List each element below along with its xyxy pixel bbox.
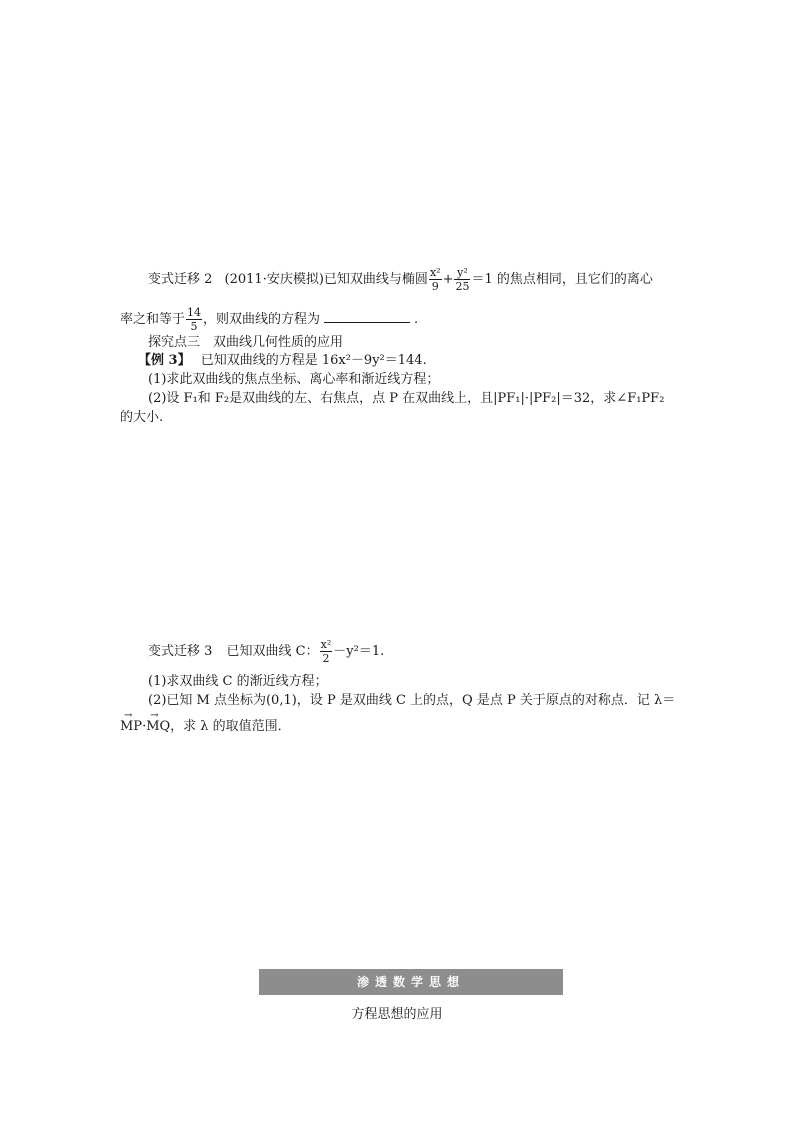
variant2-eq1: ＝1 的焦点相同，且它们的离心 [471,272,653,287]
example3-line [138,352,427,370]
vector-mq: → MQ [146,718,170,736]
answer-blank [324,310,410,323]
variant3-eq: －y²＝1. [333,644,385,659]
vector-mp: → MP [120,718,142,736]
variant2-period: . [414,312,419,327]
fraction-x2-over-9: $\frac{\text{x²}}{9}$ [429,266,441,293]
variant3-line1 [148,638,384,665]
fraction-x2-over-2: $\frac{\text{x²}}{2}$ [320,638,332,665]
variant2-line1 [148,266,653,293]
variant3-q2: (2)已知 M 点坐标为(0,1)，设 P 是双曲线 C 上的点，Q 是点 P 关于原点的对称点．记 λ＝ [148,693,676,708]
section-subtitle: 方程思想的应用 [351,1007,443,1022]
example3-text: 已知双曲线的方程是 16x²－9y²＝144. [200,353,427,368]
fraction-14-over-5: $\frac{14}{5}$ [187,306,202,333]
variant3-label: 变式迁移 3 [148,644,213,659]
variant3-q1: (1)求双曲线 C 的渐近线方程； [148,674,328,689]
example3-q1: (1)求此双曲线的焦点坐标、离心率和渐近线方程； [148,372,440,387]
variant3-q2-cont: ，求 λ 的取值范围． [170,719,291,734]
example3-tag: 【例 3】 [138,353,191,368]
variant3-text: 已知双曲线 C： [226,644,319,659]
variant2-text3: ，则双曲线的方程为 [203,312,321,327]
variant2-source: (2011·安庆模拟) [224,272,324,287]
fraction-y2-over-25: $\frac{\text{y²}}{25}$ [455,266,470,293]
variant3-q2-cont-line [120,718,291,736]
plus-sign: + [442,272,454,287]
variant2-label: 变式迁移 2 [148,272,213,287]
variant2-line2 [120,306,418,333]
variant2-text2: 率之和等于 [120,312,186,327]
section3-title: 探究点三 双曲线几何性质的应用 [148,335,344,350]
section-banner: 渗透数学思想 [259,969,563,995]
variant2-text1: 已知双曲线与椭圆 [323,272,428,287]
dot-product: · [142,719,147,734]
example3-q2-cont: 的大小. [120,410,164,425]
example3-q2: (2)设 F₁和 F₂是双曲线的左、右焦点，点 P 在双曲线上，且|PF₁|·|PF₂|＝32，求∠F₁PF₂ [148,391,665,406]
